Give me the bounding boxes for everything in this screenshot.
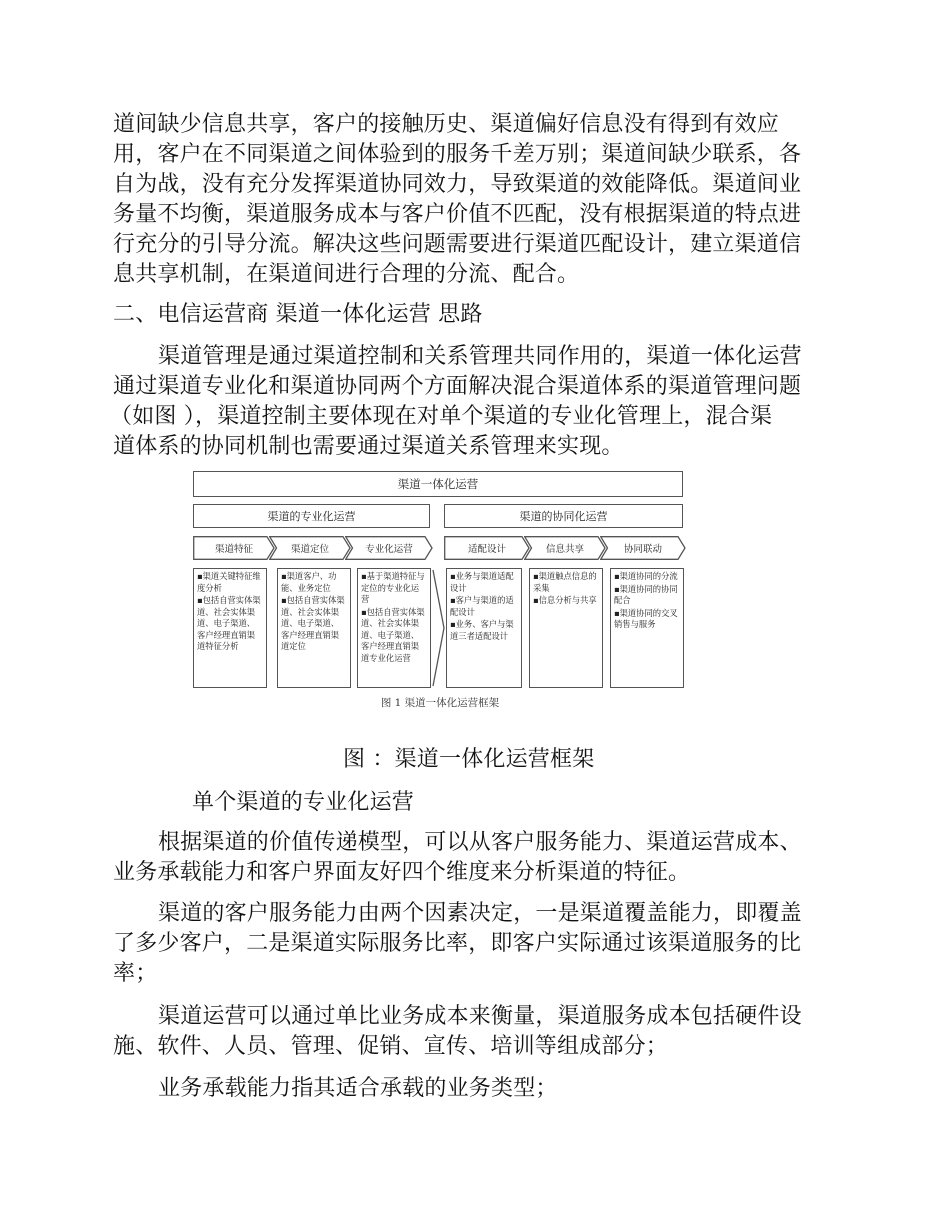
column-item: ▪渠道客户、功能、业务定位 xyxy=(281,571,337,593)
step-label: 渠道定位 xyxy=(290,544,329,555)
column-item: ▪业务与渠道适配设计 xyxy=(450,571,514,593)
figure-inner-caption: 图 1 渠道一体化运营框架 xyxy=(380,697,500,709)
paragraph-2-line: （如图 ），渠道控制主要体现在对单个渠道的专业化管理上，混合渠 xyxy=(110,404,773,429)
column-item: ▪包括自营实体渠道、社会实体渠道、电子渠道、客户经理直销渠道专业化运营 xyxy=(361,606,425,663)
step-label: 渠道特征 xyxy=(214,544,253,555)
figure-caption: 图 ：渠道一体化运营框架 xyxy=(343,747,595,772)
column-item: ▪包括自营实体渠道、社会实体渠道、电子渠道、客户经理直销渠道定位 xyxy=(281,595,345,651)
right-group-header: 渠道的协同化运营 xyxy=(444,504,683,528)
paragraph-1-line: 息共享机制，在渠道间进行合理的分流、配合。 xyxy=(113,262,580,287)
step-label: 信息共享 xyxy=(545,544,584,555)
section-heading: 二、电信运营商 渠道一体化运营 思路 xyxy=(113,302,483,327)
subheading: 单个渠道的专业化运营 xyxy=(192,790,415,815)
paragraph-1-line: 道间缺少信息共享，客户的接触历史、渠道偏好信息没有得到有效应 xyxy=(113,112,780,137)
paragraph-1-line: 务量不均衡，渠道服务成本与客户价值不匹配，没有根据渠道的特点进 xyxy=(113,202,802,227)
paragraph-3-line: 根据渠道的价值传递模型，可以从客户服务能力、渠道运营成本、 xyxy=(158,830,802,855)
step-label: 协同联动 xyxy=(623,544,662,555)
figure-title: 渠道一体化运营 xyxy=(193,471,683,497)
column-item: ▪渠道协同的交叉销售与服务 xyxy=(614,607,678,629)
column-item: ▪渠道协同的协同配合 xyxy=(614,583,678,605)
column-channel-positioning xyxy=(277,568,351,688)
left-group-header: 渠道的专业化运营 xyxy=(193,504,430,528)
step-adaptation-design xyxy=(444,536,530,560)
step-collaborative-linkage xyxy=(600,536,686,560)
column-channel-features xyxy=(193,568,267,688)
step-info-sharing xyxy=(524,536,606,560)
column-item: ▪客户与渠道的适配设计 xyxy=(450,595,514,617)
column-item: ▪基于渠道特征与定位的专业化运营 xyxy=(361,571,425,604)
paragraph-4-line: 率； xyxy=(113,961,158,986)
paragraph-2-line: 渠道管理是通过渠道控制和关系管理共同作用的，渠道一体化运营 xyxy=(158,344,802,369)
step-label: 适配设计 xyxy=(467,544,506,555)
paragraph-5-line: 渠道运营可以通过单比业务成本来衡量，渠道服务成本包括硬件设 xyxy=(158,1004,802,1029)
column-item: ▪信息分析与共享 xyxy=(533,595,597,605)
paragraph-1-line: 用，客户在不同渠道之间体验到的服务千差万别；渠道间缺少联系，各 xyxy=(113,142,802,167)
paragraph-1-line: 自为战，没有充分发挥渠道协同效力，导致渠道的效能降低。渠道间业 xyxy=(113,172,802,197)
column-info-sharing xyxy=(529,568,603,688)
paragraph-5-line: 施、软件、人员、管理、促销、宣传、培训等组成部分； xyxy=(113,1034,669,1059)
column-item: ▪渠道触点信息的采集 xyxy=(533,571,597,593)
paragraph-2-line: 通过渠道专业化和渠道协同两个方面解决混合渠道体系的渠道管理问题 xyxy=(113,374,802,399)
column-adaptation-design xyxy=(446,568,522,688)
paragraph-6-line: 业务承载能力指其适合承载的业务类型； xyxy=(158,1076,558,1101)
paragraph-3-line: 业务承载能力和客户界面友好四个维度来分析渠道的特征。 xyxy=(113,860,691,885)
paragraph-4-line: 了多少客户，二是渠道实际服务比率，即客户实际通过该渠道服务的比 xyxy=(113,931,802,956)
step-label: 专业化运营 xyxy=(365,544,413,555)
column-collaborative-linkage xyxy=(610,568,684,688)
column-item: ▪渠道协同的分流 xyxy=(614,571,678,581)
framework-figure xyxy=(190,468,690,718)
paragraph-4-line: 渠道的客户服务能力由两个因素决定，一是渠道覆盖能力，即覆盖 xyxy=(158,901,802,926)
column-item: ▪业务、客户与渠道三者适配设计 xyxy=(450,619,514,641)
paragraph-1-line: 行充分的引导分流。解决这些问题需要进行渠道匹配设计，建立渠道信 xyxy=(113,232,802,257)
column-specialized-operation xyxy=(357,568,431,688)
paragraph-2-line: 道体系的协同机制也需要通过渠道关系管理来实现。 xyxy=(113,434,624,459)
step-specialized-operation xyxy=(345,536,433,560)
step-channel-features xyxy=(193,536,275,560)
column-item: ▪渠道关键特征维度分析 xyxy=(197,571,261,593)
bracket-connector xyxy=(431,568,447,688)
step-channel-positioning xyxy=(269,536,351,560)
column-item: ▪包括自营实体渠道、社会实体渠道、电子渠道、客户经理直销渠道特征分析 xyxy=(197,595,261,651)
